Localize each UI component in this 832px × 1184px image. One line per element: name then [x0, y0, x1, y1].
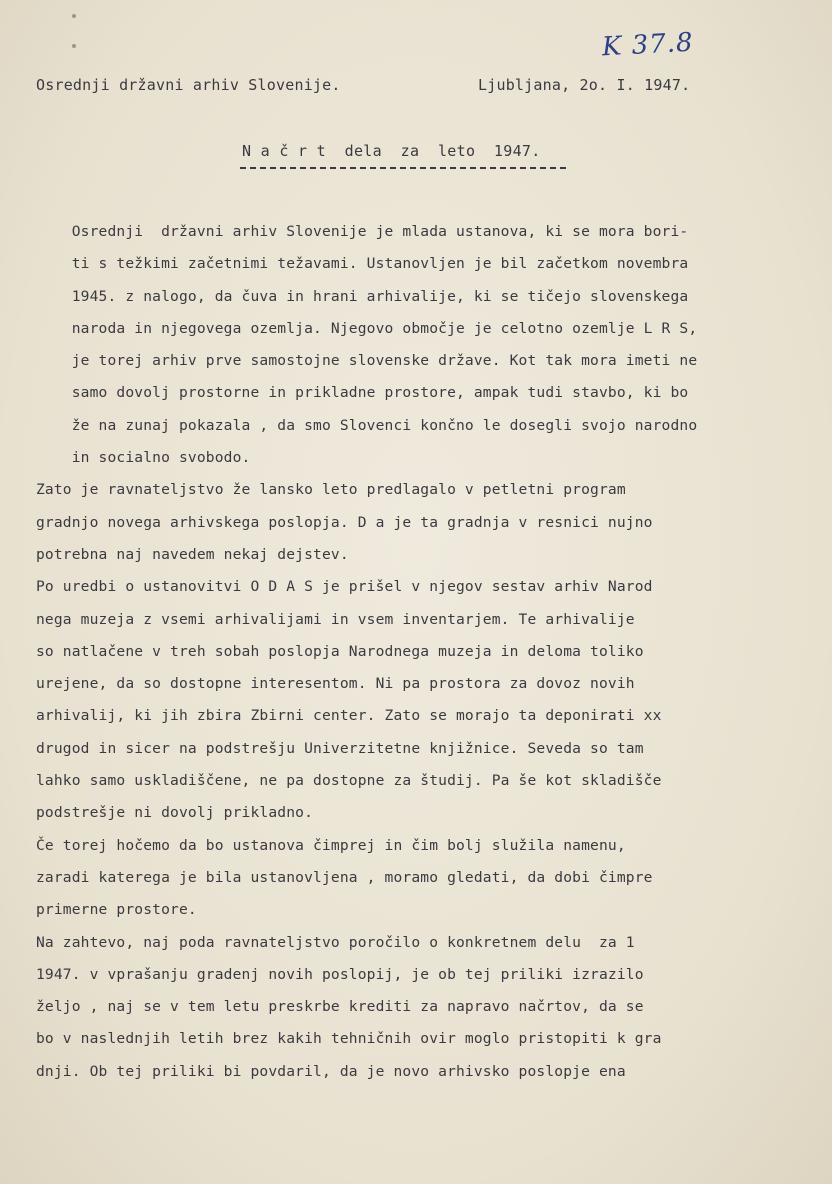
- text-line: gradnjo novega arhivskega poslopja. D a je ta gradnja v resnici nujno: [36, 513, 653, 531]
- text-line: ti s težkimi začetnimi težavami. Ustanovljen je bil začetkom novembra: [36, 255, 689, 273]
- text-line: Če torej hočemo da bo ustanova čimprej in čim bolj služila namenu,: [36, 836, 626, 854]
- text-line: nega muzeja z vsemi arhivalijami in vsem inventarjem. Te arhivalije: [36, 610, 635, 628]
- text-line: Na zahtevo, naj poda ravnateljstvo poročilo o konkretnem delu za 1: [36, 933, 635, 951]
- text-line: že na zunaj pokazala , da smo Slovenci končno le dosegli svojo narodno: [36, 416, 698, 434]
- text-line: dnji. Ob tej priliki bi povdaril, da je novo arhivsko poslopje ena: [36, 1062, 626, 1080]
- document-title: N a č r t dela za leto 1947.: [242, 142, 541, 160]
- text-line: urejene, da so dostopne interesentom. Ni pa prostora za dovoz novih: [36, 675, 635, 693]
- text-line: je torej arhiv prve samostojne slovenske države. Kot tak mora imeti ne: [36, 352, 698, 370]
- text-line: samo dovolj prostorne in prikladne prostore, ampak tudi stavbo, ki bo: [36, 384, 689, 402]
- text-line: naroda in njegovega ozemlja. Njegovo območje je celotno ozemlje L R S,: [36, 319, 698, 337]
- text-line: potrebna naj navedem nekaj dejstev.: [36, 545, 349, 563]
- text-line: drugod in sicer na podstrešju Univerzitetne knjižnice. Seveda so tam: [36, 739, 644, 757]
- handwritten-reference-note: K 37.8: [601, 27, 695, 63]
- punch-hole-mark: [72, 44, 76, 48]
- text-line: lahko samo uskladiščene, ne pa dostopne za študij. Pa še kot skladišče: [36, 772, 662, 790]
- text-line: primerne prostore.: [36, 901, 197, 919]
- text-line: željo , naj se v tem letu preskrbe krediti za napravo načrtov, da se: [36, 998, 644, 1016]
- text-line: 1947. v vprašanju gradenj novih poslopij, je ob tej priliki izrazilo: [36, 965, 644, 983]
- place-date: Ljubljana, 2o. I. 1947.: [478, 76, 691, 94]
- text-line: podstrešje ni dovolj prikladno.: [36, 804, 314, 822]
- text-line: so natlačene v treh sobah poslopja Narodnega muzeja in deloma toliko: [36, 642, 644, 660]
- text-line: in socialno svobodo.: [36, 449, 251, 467]
- text-line: zaradi katerega je bila ustanovljena , moramo gledati, da dobi čimpre: [36, 868, 653, 886]
- text-line: Po uredbi o ustanovitvi O D A S je prišel v njegov sestav arhiv Narod: [36, 578, 653, 596]
- body-text: [36, 216, 816, 1088]
- text-line: bo v naslednjih letih brez kakih tehničnih ovir moglo pristopiti k gra: [36, 1030, 662, 1048]
- text-line: Zato je ravnateljstvo že lansko leto predlagalo v petletni program: [36, 481, 626, 499]
- text-line: arhivalij, ki jih zbira Zbirni center. Zato se morajo ta deponirati xx: [36, 707, 662, 725]
- title-underline: [240, 167, 566, 169]
- text-line: 1945. z nalogo, da čuva in hrani arhivalije, ki se tičejo slovenskega: [36, 287, 689, 305]
- institution-name: Osrednji državni arhiv Slovenije.: [36, 76, 341, 94]
- text-line: Osrednji državni arhiv Slovenije je mlada ustanova, ki se mora bori-: [36, 223, 689, 240]
- punch-hole-mark: [72, 14, 76, 18]
